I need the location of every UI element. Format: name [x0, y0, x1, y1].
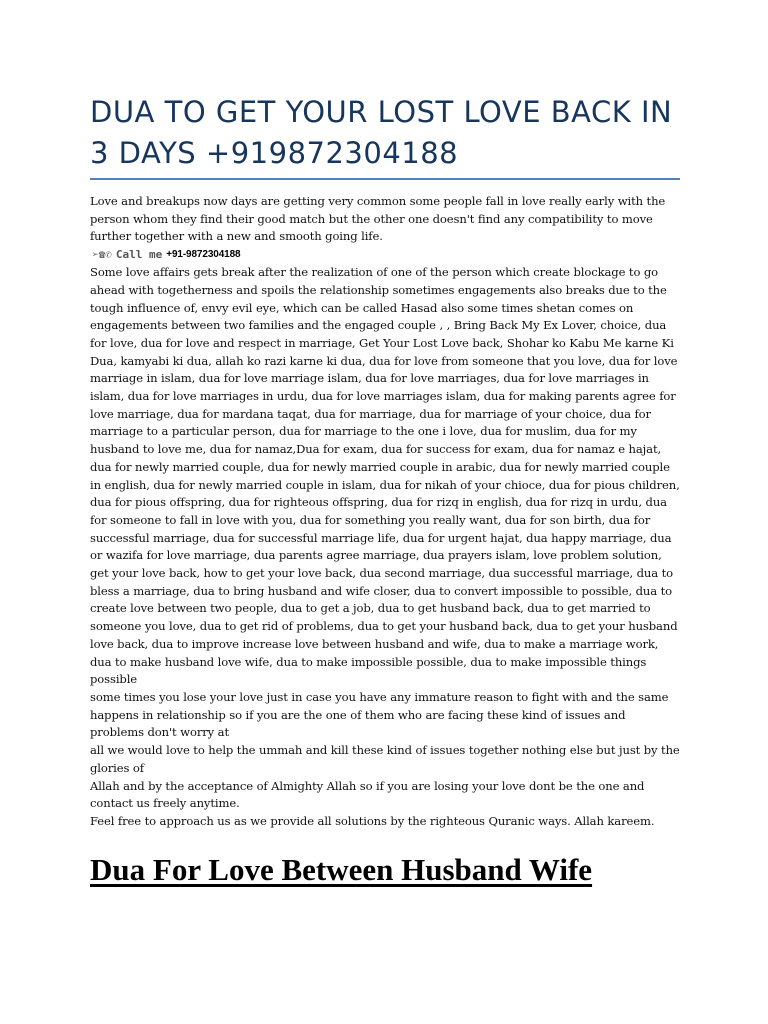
- call-me-line: [92, 246, 680, 264]
- phone-number: +91-9872304188: [166, 249, 241, 261]
- section-heading: Dua For Love Between Husband Wife: [90, 851, 593, 887]
- phone-icon: ➢☎✆: [92, 248, 112, 262]
- paragraph-allah-acceptance: Allah and by the acceptance of Almighty Allah so if you are losing your love dont be the one and contact us freely anytime.: [90, 778, 645, 811]
- intro-paragraph: Love and breakups now days are getting very common some people fall in love really early with the person whom they find their good match but the other one doesn't find any compatibility to move further together with a new and smooth going life.: [90, 194, 666, 244]
- paragraph-lose-love: some times you lose your love just in case you have any immature reason to fight with and the same happens in relationship so if you are the one of them who are facing these kind of issues and problems don't worry at: [90, 689, 669, 740]
- call-me-label: Call me: [115, 248, 163, 262]
- paragraph-feel-free: Feel free to approach us as we provide all solutions by the righteous Quranic ways. Allah kareem.: [90, 813, 655, 828]
- main-paragraph: Some love affairs gets break after the realization of one of the person which create blockage to go ahead with togetherness and spoils the relationship sometimes engagements also breaks due to the tough influence of, envy evil eye, which can be called Hasad also some times shetan comes on engagements between two families and the engaged couple , , Bring Back My Ex Lover, choice, dua for love, dua for love and respect in marriage, Get Your Lost Love back, Shohar ko Kabu Me karne Ki Dua, kamyabi ki dua, allah ko razi karne ki dua, dua for love from someone that you love, dua for love marriage in islam, dua for love marriage islam, dua for love marriages, dua for love marriages in islam, dua for love marriages in urdu, dua for love marriages islam, dua for making parents agree for love marriage, dua for mardana taqat, dua for marriage, dua for marriage of your choice, dua for marriage to a particular person, dua for marriage to the one i love, dua for muslim, dua for my husband to love me, dua for namaz,Dua for exam, dua for success for exam, dua for namaz e hajat, dua for newly married couple, dua for newly married couple in arabic, dua for newly married couple in english, dua for newly married couple in islam, dua for nikah of your chioce, dua for pious children, dua for pious offspring, dua for righteous offspring, dua for rizq in english, dua for rizq in urdu, dua for someone to fall in love with you, dua for something you really want, dua for son birth, dua for successful marriage, dua for successful marriage life, dua for urgent hajat, dua happy marriage, dua or wazifa for love marriage, dua parents agree marriage, dua prayers islam, love problem solution, get your love back, how to get your love back, dua second marriage, dua successful marriage, dua to bless a marriage, dua to bring husband and wife closer, dua to convert impossible to possible, dua to create love between two people, dua to get a job, dua to get husband back, dua to get married to someone you love, dua to get rid of problems, dua to get your husband back, dua to get your husband love back, dua to improve increase love between husband and wife, dua to make a marriage work, dua to make husband love wife, dua to make impossible possible, dua to make impossible things possible: [90, 265, 680, 687]
- title-line-2: 3 DAYS +919872304188: [90, 136, 459, 170]
- title-line-1: DUA TO GET YOUR LOST LOVE BACK IN: [90, 95, 673, 129]
- document-body: [90, 193, 680, 831]
- document-title: [90, 92, 680, 180]
- paragraph-help-ummah: all we would love to help the ummah and kill these kind of issues together nothing else but just by the glories of: [90, 743, 680, 775]
